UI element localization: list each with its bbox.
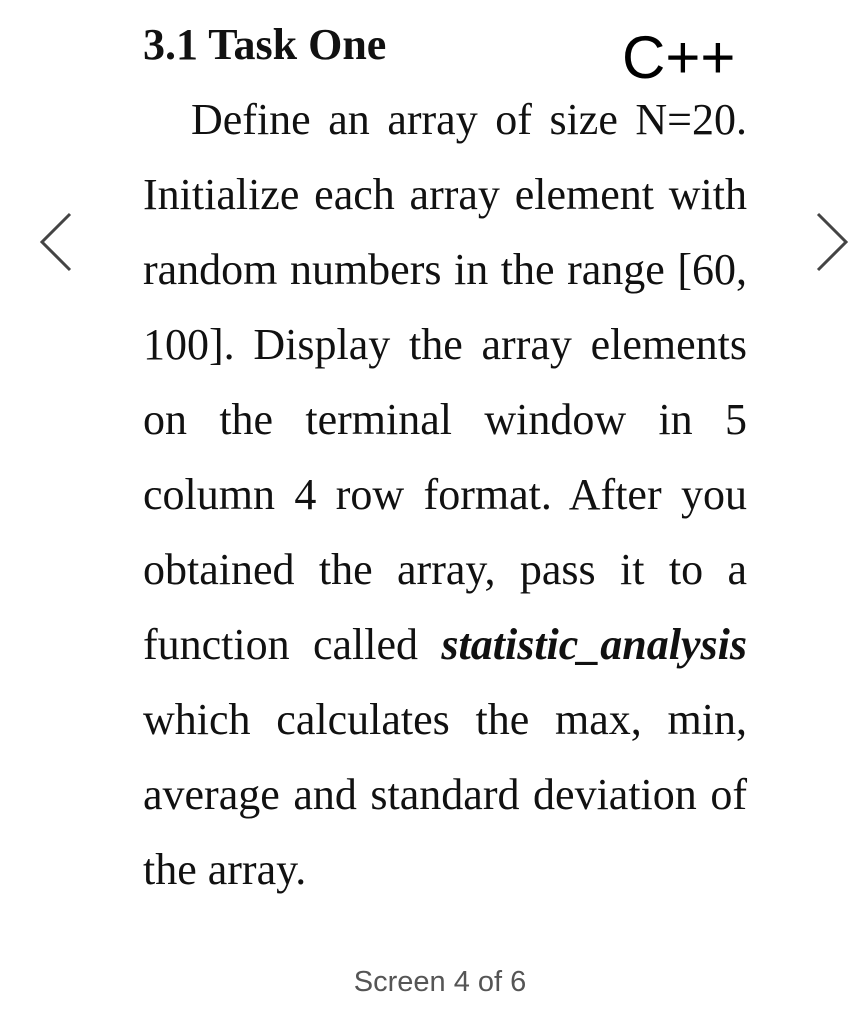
task-text-outro: which calculates the max, min, average and standard deviation of the array. bbox=[143, 695, 747, 894]
next-screen-button[interactable] bbox=[812, 210, 852, 274]
chevron-right-icon bbox=[812, 210, 852, 274]
function-name: statistic_analysis bbox=[441, 620, 747, 669]
chevron-left-icon bbox=[36, 210, 76, 274]
language-tag: C++ bbox=[622, 24, 736, 91]
page-indicator: Screen 4 of 6 bbox=[353, 966, 527, 998]
task-text-intro: Define an array of size N=20. Initialize each array element with random numbers in the range [60, 100]. Display the array elements on the terminal window in 5 column 4 row format. After you obtained the array, pass it to a function called bbox=[143, 95, 747, 669]
section-title: 3.1 Task One bbox=[143, 20, 387, 69]
previous-screen-button[interactable] bbox=[36, 210, 76, 274]
task-description bbox=[143, 82, 747, 907]
